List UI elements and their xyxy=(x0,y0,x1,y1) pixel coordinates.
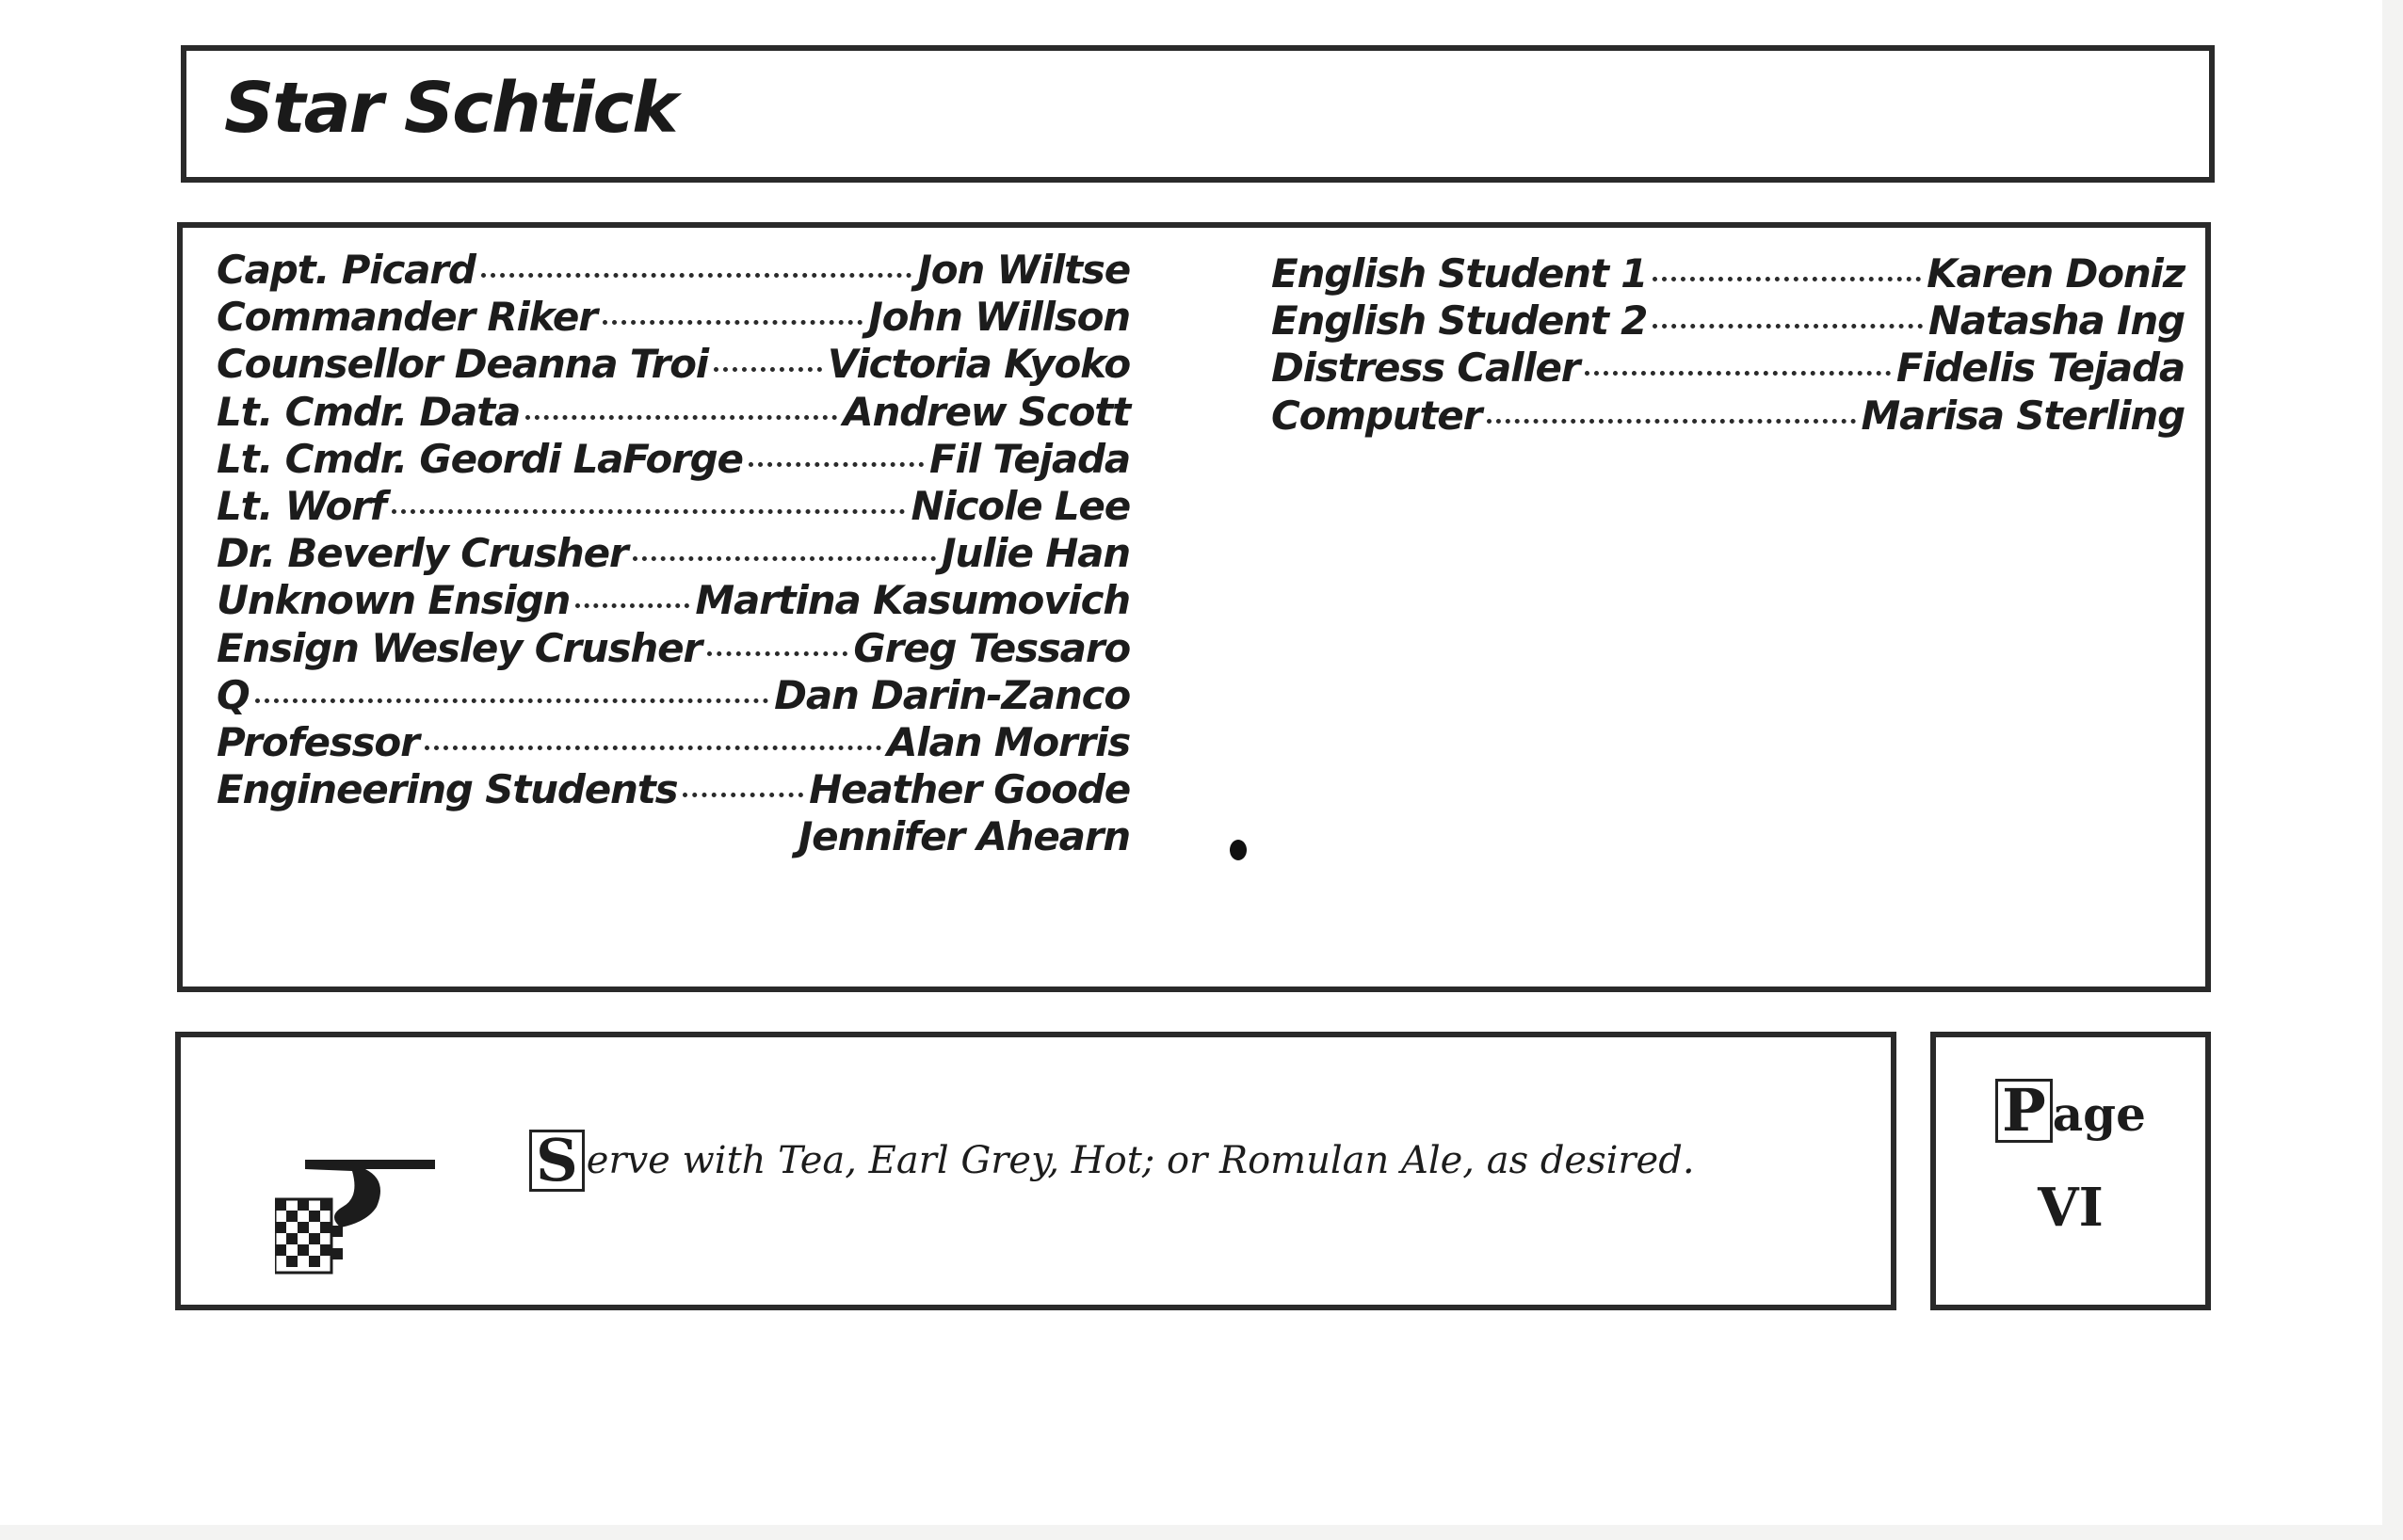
dot-leader xyxy=(749,462,924,467)
page-label xyxy=(1936,1076,2205,1145)
cast-row xyxy=(217,294,1130,341)
cast-row xyxy=(217,766,1130,813)
cast-role: English Student 1 xyxy=(1271,250,1648,297)
cast-actor: Karen Doniz xyxy=(1927,250,2185,297)
cast-role: Ensign Wesley Crusher xyxy=(217,624,702,671)
cast-actor: Julie Han xyxy=(941,530,1130,577)
dot-leader xyxy=(603,320,863,325)
cast-row xyxy=(217,719,1130,766)
cast-column-left xyxy=(217,247,1130,860)
dot-leader xyxy=(1653,324,1923,329)
page-number-box xyxy=(1930,1032,2211,1310)
cast-role: Lt. Cmdr. Data xyxy=(217,388,521,435)
cast-row xyxy=(217,389,1130,436)
dot-leader xyxy=(633,556,936,561)
cast-role: Q xyxy=(217,671,250,718)
page-number: VI xyxy=(2038,1177,2104,1239)
cast-role: Unknown Ensign xyxy=(217,577,571,624)
cast-actor: Fidelis Tejada xyxy=(1895,345,2185,392)
cast-role: Dr. Beverly Crusher xyxy=(217,530,628,577)
cast-actor: Alan Morris xyxy=(886,718,1130,765)
cast-actor: Andrew Scott xyxy=(843,388,1130,435)
ink-speck xyxy=(1230,840,1247,860)
cast-row xyxy=(1271,393,2185,440)
cast-row xyxy=(217,530,1130,577)
cast-role: Professor xyxy=(217,718,419,765)
cast-row xyxy=(217,436,1130,483)
page-drop-cap: P xyxy=(1995,1079,2053,1143)
cast-actor: Fil Tejada xyxy=(929,435,1130,482)
cast-role: Counsellor Deanna Troi xyxy=(217,341,708,388)
page-title: Star Schtick xyxy=(224,68,677,149)
cast-row xyxy=(1271,297,2185,345)
serve-text-rest: erve with Tea, Earl Grey, Hot; or Romulan Ale, as desired. xyxy=(586,1139,1695,1182)
cast-row xyxy=(217,813,1130,860)
cast-row xyxy=(1271,345,2185,392)
cast-role: Commander Riker xyxy=(217,294,597,341)
serve-drop-cap: S xyxy=(529,1130,585,1192)
cast-role: Capt. Picard xyxy=(217,247,476,293)
page-label-rest: age xyxy=(2052,1086,2146,1142)
dot-leader xyxy=(425,746,881,750)
cast-actor: Marisa Sterling xyxy=(1861,392,2185,439)
cast-row xyxy=(217,247,1130,294)
dot-leader xyxy=(1653,277,1921,281)
cast-actor: Victoria Kyoko xyxy=(827,341,1130,388)
dot-leader xyxy=(392,509,906,514)
dot-leader xyxy=(683,793,803,797)
dot-leader xyxy=(481,273,912,278)
cast-actor: John Willson xyxy=(868,294,1130,341)
cast-actor: Dan Darin-Zanco xyxy=(774,671,1130,718)
serving-instructions xyxy=(529,1126,1695,1195)
dot-leader xyxy=(707,651,847,656)
cast-row xyxy=(1271,250,2185,297)
cast-column-right xyxy=(1271,250,2185,440)
cast-role: Lt. Worf xyxy=(217,482,386,529)
cast-row xyxy=(217,625,1130,672)
cast-actor: Jon Wiltse xyxy=(917,247,1130,293)
dot-leader xyxy=(714,367,822,372)
dot-leader xyxy=(525,415,837,420)
cast-row xyxy=(217,341,1130,388)
cast-role: Engineering Students xyxy=(217,766,678,813)
ship-logo-icon xyxy=(275,1160,435,1301)
cast-list-box xyxy=(177,222,2211,992)
cast-role: Computer xyxy=(1271,392,1482,439)
cast-role: Distress Caller xyxy=(1271,345,1580,392)
cast-role: Lt. Cmdr. Geordi LaForge xyxy=(217,435,743,482)
cast-actor: Natasha Ing xyxy=(1927,297,2185,345)
cast-actor: Nicole Lee xyxy=(911,482,1130,529)
dot-leader xyxy=(575,603,689,608)
cast-actor: Heather Goode xyxy=(809,766,1130,813)
cast-role: English Student 2 xyxy=(1271,297,1648,345)
cast-actor: Jennifer Ahearn xyxy=(798,813,1130,860)
cast-actor: Martina Kasumovich xyxy=(695,577,1130,624)
title-box xyxy=(181,45,2215,183)
cast-row xyxy=(217,483,1130,530)
cast-actor: Greg Tessaro xyxy=(853,624,1130,671)
dot-leader xyxy=(1487,419,1855,424)
dot-leader xyxy=(1585,371,1891,376)
dot-leader xyxy=(255,698,769,703)
cast-row xyxy=(217,672,1130,719)
cast-row xyxy=(217,577,1130,624)
footer-box xyxy=(175,1032,1896,1310)
